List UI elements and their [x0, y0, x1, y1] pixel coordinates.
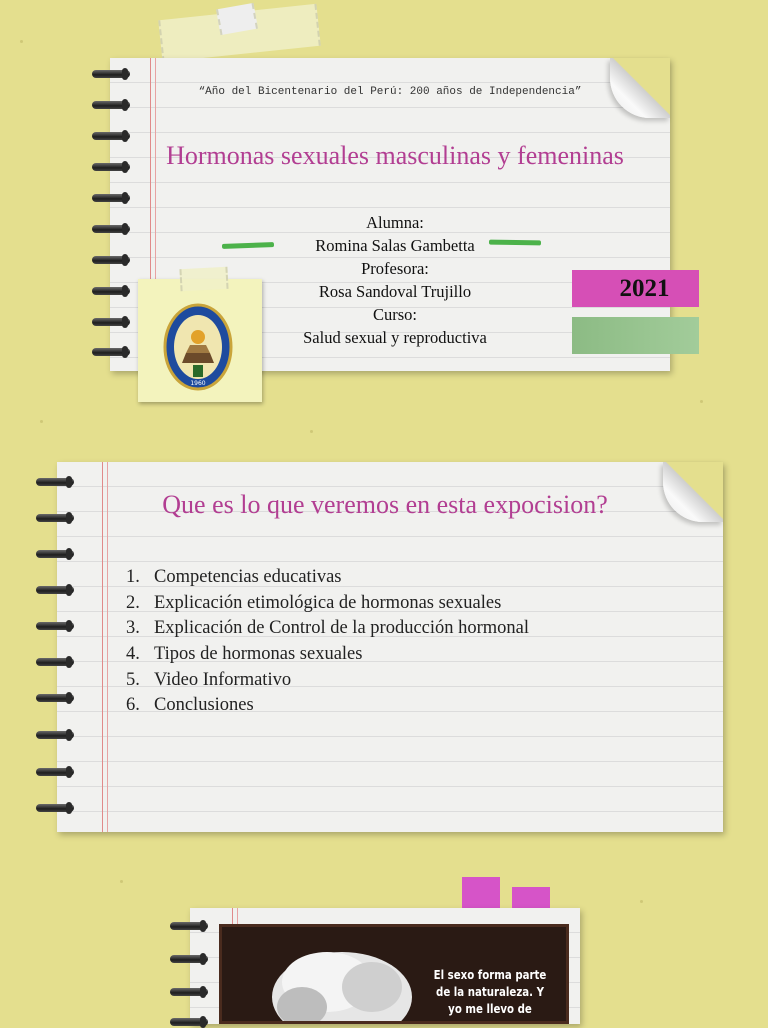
spiral-ring — [92, 348, 130, 356]
year-box — [572, 270, 699, 307]
photo-quote-line: El sexo forma parte — [433, 968, 547, 982]
background-speck — [120, 880, 123, 883]
list-item-text: Video Informativo — [154, 669, 292, 690]
photo-quote-line: yo me llevo de — [448, 1002, 532, 1016]
spiral-ring — [36, 658, 74, 666]
photo-quote-line: de la naturaleza. Y — [436, 985, 544, 999]
spiral-ring — [36, 514, 74, 522]
spiral-ring — [92, 163, 130, 171]
spiral-ring — [36, 478, 74, 486]
list-item — [126, 668, 529, 694]
spiral-ring — [92, 132, 130, 140]
photo-quote — [432, 967, 548, 1018]
header-quote: “Año del Bicentenario del Perú: 200 años de Independencia” — [198, 86, 582, 98]
year-text: 2021 — [619, 274, 670, 302]
spiral-ring — [36, 731, 74, 739]
svg-text:1960: 1960 — [190, 380, 206, 387]
list-item-number: 6. — [126, 695, 140, 716]
list-item-text: Explicación de Control de la producción hormonal — [154, 618, 530, 639]
slide-title: Hormonas sexuales masculinas y femeninas — [166, 141, 624, 170]
sticky-note — [138, 279, 262, 402]
spiral-ring — [36, 804, 74, 812]
list-item-text: Competencias educativas — [154, 567, 342, 587]
spiral-ring — [36, 622, 74, 630]
list-item — [126, 591, 529, 617]
green-box — [572, 317, 699, 354]
list-item-number: 4. — [126, 644, 140, 665]
course-label: Curso: — [372, 305, 417, 324]
spiral-ring — [170, 955, 208, 963]
tape-note — [179, 267, 228, 291]
list-item-number: 2. — [126, 592, 140, 613]
spiral-ring — [170, 922, 208, 930]
spiral-ring — [36, 550, 74, 558]
spiral-ring — [36, 586, 74, 594]
background-speck — [700, 400, 703, 403]
margin-line — [107, 462, 108, 832]
spiral-ring — [92, 318, 130, 326]
topics-list — [126, 565, 529, 719]
list-item-number: 3. — [126, 618, 140, 639]
spiral-ring — [92, 225, 130, 233]
slide-2-title: Que es lo que veremos en esta expocision? — [162, 490, 608, 519]
teacher-name: Rosa Sandoval Trujillo — [318, 282, 472, 301]
list-item-text: Tipos de hormonas sexuales — [154, 644, 363, 665]
list-item — [126, 565, 529, 591]
spiral-ring — [92, 70, 130, 78]
margin-line — [102, 462, 103, 832]
student-label: Alumna: — [366, 213, 424, 232]
background-speck — [310, 430, 313, 433]
student-name: Romina Salas Gambetta — [315, 236, 475, 255]
university-seal-icon — [138, 279, 262, 402]
teacher-label: Profesora: — [361, 259, 429, 278]
spiral-ring — [170, 1018, 208, 1026]
background-speck — [640, 900, 643, 903]
list-item-text: Explicación etimológica de hormonas sexuales — [154, 592, 502, 613]
spiral-ring — [36, 694, 74, 702]
list-item-number: 1. — [126, 567, 140, 587]
list-item — [126, 616, 529, 642]
green-dash-right — [489, 240, 541, 246]
spiral-ring — [92, 287, 130, 295]
background-speck — [20, 40, 23, 43]
list-item-text: Conclusiones — [154, 695, 254, 716]
spiral-ring — [92, 101, 130, 109]
list-item — [126, 642, 529, 668]
quote-photo — [219, 924, 569, 1024]
list-item-number: 5. — [126, 669, 140, 690]
portrait-icon — [232, 927, 432, 1024]
page-curl — [663, 462, 723, 522]
list-item — [126, 693, 529, 719]
background-speck — [40, 420, 43, 423]
spiral-ring — [92, 194, 130, 202]
spiral-ring — [92, 256, 130, 264]
course-name: Salud sexual y reproductiva — [303, 328, 487, 347]
spiral-ring — [36, 768, 74, 776]
spiral-ring — [170, 988, 208, 996]
